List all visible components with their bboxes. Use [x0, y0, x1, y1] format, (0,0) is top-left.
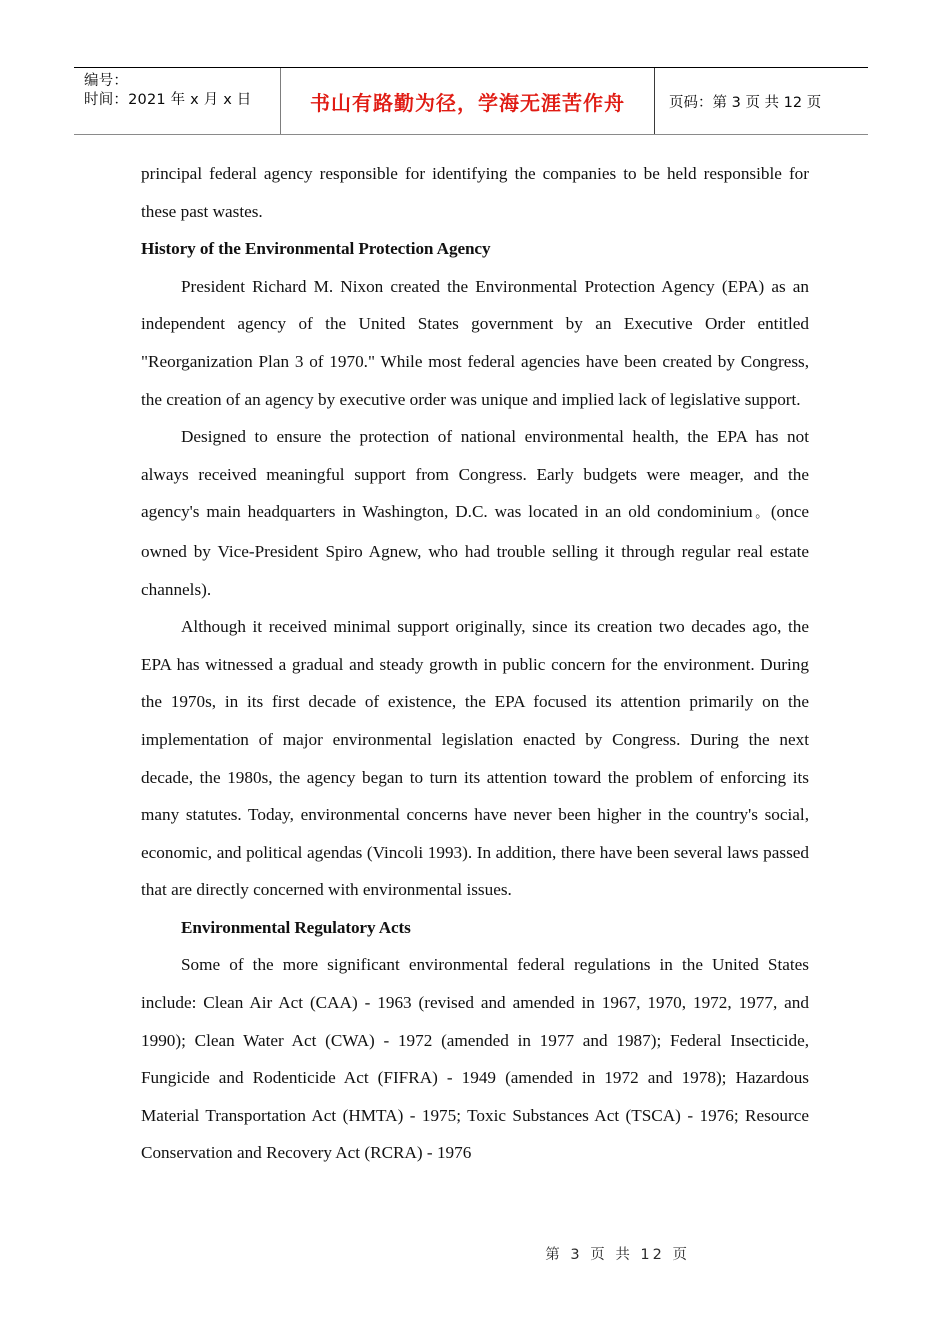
paragraph-designed-part-1: Designed to ensure the protection of national environmental health, the EPA has not always received meaningful support from Congress. Early budgets were meager, and the agency's main headquarters in Washington, D.C. was located in an old condominium [141, 427, 809, 522]
page-header-table [74, 67, 868, 135]
header-cell-page-number [655, 68, 868, 134]
paragraph-nixon-created-epa: President Richard M. Nixon created the Environmental Protection Agency (EPA) as an independent agency of the United States government by an Executive Order entitled "Reorganization Plan 3 of 1970." While most federal agencies have been created by Congress, the creation of an agency by executive order was unique and implied lack of legislative support. [141, 276, 809, 409]
paragraph-continued: principal federal agency responsible for identifying the companies to be held responsible for these past wastes. [141, 164, 809, 221]
page-footer [141, 1243, 809, 1264]
paragraph-designed-part-2: (once owned by Vice-President Spiro Agnew, who had trouble selling it through regular real estate channels). [141, 502, 809, 599]
header-date-label: 时间：2021 年 x 月 x 日 [84, 92, 252, 108]
cjk-full-stop: 。 [752, 506, 771, 522]
paragraph-although-minimal-support: Although it received minimal support originally, since its creation two decades ago, the EPA has witnessed a gradual and steady growth in public concern for the environment. During the 1970s, in its first decade of existence, the EPA focused its attention primarily on the implementation of major environmental legislation enacted by Congress. During the next decade, the 1980s, the agency began to turn its attention toward the problem of enforcing its many statutes. Today, environmental concerns have never been higher in the country's social, economic, and political agendas (Vincoli 1993). In addition, there have been several laws passed that are directly concerned with environmental issues. [141, 617, 809, 900]
header-cell-motto [281, 68, 655, 134]
heading-environmental-regulatory-acts: Environmental Regulatory Acts [181, 917, 411, 937]
header-page-number-label: 页码：第 3 页 共 12 页 [669, 94, 822, 111]
paragraph-designed-to-ensure [141, 418, 809, 608]
paragraph-regulatory-acts-list: Some of the more significant environmental federal regulations in the United States include: Clean Air Act (CAA) - 1963 (revised and amended in 1967, 1970, 1972, 1977, and 1990); Clean Water Act (CWA) - 1972 (amended in 1977 and 1987); Federal Insecticide, Fungicide and Rodenticide Act (FIFRA) - 1949 (amended in 1972 and 1978); Hazardous Material Transportation Act (HMTA) - 1975; Toxic Substances Act (TSCA) - 1976; Resource Conservation and Recovery Act (RCRA) - 1976 [141, 955, 809, 1163]
header-cell-document-meta [74, 68, 281, 134]
footer-page-indicator: 第 3 页 共 12 页 [545, 1247, 690, 1263]
header-serial-number-label: 编号： [84, 73, 129, 89]
heading-history-of-epa: History of the Environmental Protection Agency [141, 239, 491, 259]
header-motto-text: 书山有路勤为径，学海无涯苦作舟 [310, 90, 625, 115]
document-body [141, 155, 809, 1172]
